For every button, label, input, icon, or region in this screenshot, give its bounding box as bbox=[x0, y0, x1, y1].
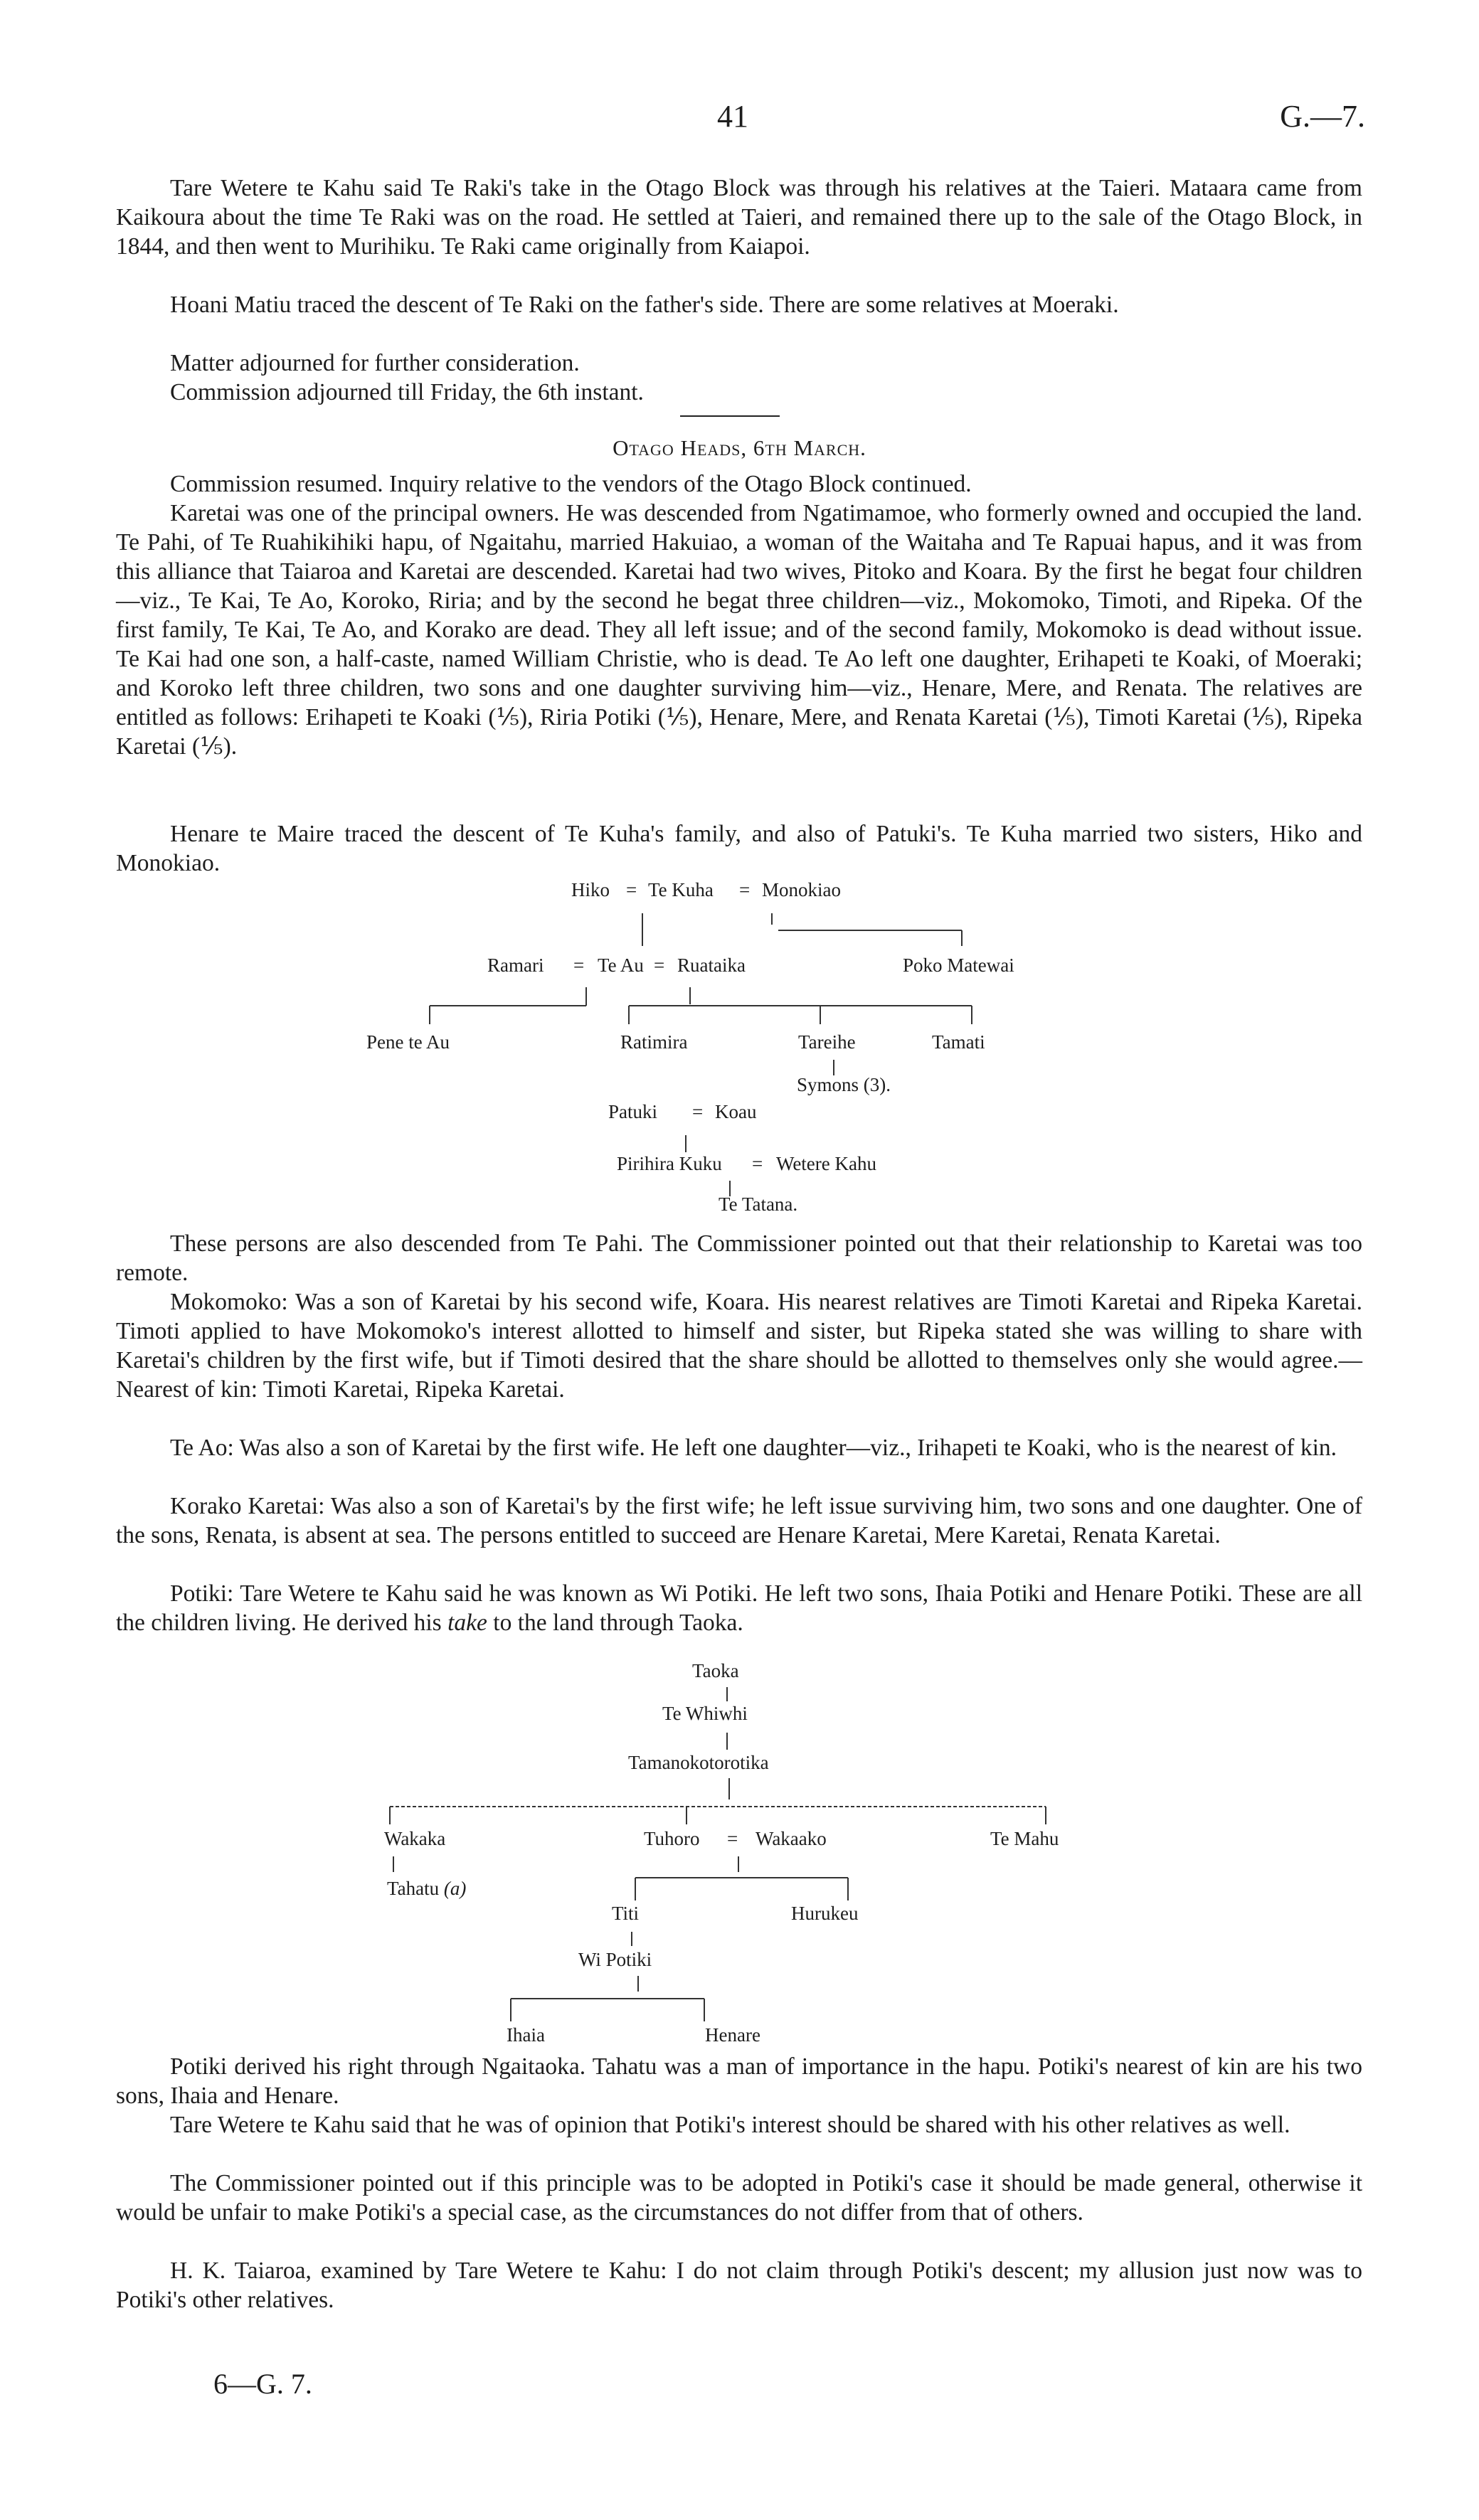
tree-node-henare: Henare bbox=[705, 2024, 760, 2046]
tree-node-tareihe: Tareihe bbox=[798, 1031, 856, 1053]
document-reference: G.—7. bbox=[1280, 99, 1365, 134]
tree-equals: = bbox=[626, 879, 637, 900]
footer-signature: 6—G. 7. bbox=[213, 2368, 312, 2400]
tree-node-ratimira: Ratimira bbox=[620, 1031, 688, 1053]
tree-node-ramari: Ramari bbox=[487, 955, 544, 976]
tree-node-te-au: Te Au bbox=[598, 955, 644, 976]
tree-node-poko-matewai: Poko Matewai bbox=[903, 955, 1014, 976]
tree-node-wakaako: Wakaako bbox=[756, 1828, 827, 1849]
tree-node-tamati: Tamati bbox=[932, 1031, 985, 1053]
tree-node-ihaia: Ihaia bbox=[507, 2024, 545, 2046]
tree-node-tamanokotorotika: Tamanokotorotika bbox=[628, 1752, 769, 1773]
tree-equals: = bbox=[654, 955, 665, 976]
tree-node-patuki: Patuki bbox=[608, 1101, 658, 1122]
tree-node-taoka: Taoka bbox=[692, 1660, 739, 1681]
tree-node-ruataika: Ruataika bbox=[677, 955, 746, 976]
paragraph-commissioner-principle: The Commissioner pointed out if this principle was to be adopted in Potiki's case it should be made general, otherwise it would be unfair to make Potiki's a special case, as the circumstances do not differ from that of others. bbox=[116, 2170, 1362, 2226]
tree-node-pirihira-kuku: Pirihira Kuku bbox=[617, 1153, 722, 1174]
tree-node-wi-potiki: Wi Potiki bbox=[578, 1949, 652, 1970]
tree-node-tuhoro: Tuhoro bbox=[644, 1828, 700, 1849]
page-number: 41 bbox=[717, 99, 748, 134]
paragraph-taiaroa-examined: H. K. Taiaroa, examined by Tare Wetere te Kahu: I do not claim through Potiki's descent; my allusion just now was to Potiki's other relatives. bbox=[116, 2258, 1362, 2313]
paragraph-henare-te-maire: Henare te Maire traced the descent of Te Kuha's family, and also of Patuki's. Te Kuha married two sisters, Hiko and Monokiao. bbox=[116, 821, 1362, 876]
tree-node-te-tatana: Te Tatana. bbox=[719, 1193, 798, 1215]
tree-node-wetere-kahu: Wetere Kahu bbox=[776, 1153, 876, 1174]
paragraph-karetai: Karetai was one of the principal owners. He was descended from Ngatimamoe, who formerly owned and occupied the land. Te Pahi, of Te Ruahikihiki hapu, of Ngaitahu, married Hakuiao, a woman of the Waitaha and Te Rapuai hapus, and it was from this alliance that Taiaroa and Karetai are descended. Karetai had two wives, Pitoko and Koara. By the first he begat four children—viz., Te Kai, Te Ao, Koroko, Riria; and by the second he begat three children—viz., Mokomoko, Timoti, and Ripeka. Of the first family, Te Kai, Te Ao, and Korako are dead. They all left issue; and of the second family, Mokomoko is dead without issue. Te Kai had one son, a half-caste, named William Christie, who is dead. Te Ao left one daughter, Erihapeti te Koaki, of Moeraki; and Koroko left three children, two sons and one daughter surviving him—viz., Henare, Mere, and Renata. The relatives are entitled as follows: Erihapeti te Koaki (⅕), Riria Potiki (⅕), Henare, Mere, and Renata Karetai (⅕), Timoti Karetai (⅕), Ripeka Karetai (⅕). bbox=[116, 500, 1362, 760]
paragraph-commission-resumed: Commission resumed. Inquiry relative to the vendors of the Otago Block continued. bbox=[170, 471, 972, 497]
tree-node-hurukeu: Hurukeu bbox=[791, 1903, 859, 1924]
paragraph-hoani-matiu: Hoani Matiu traced the descent of Te Raki on the father's side. There are some relatives at Moeraki. bbox=[170, 292, 1119, 318]
tree-node-wakaka: Wakaka bbox=[384, 1828, 446, 1849]
section-divider bbox=[680, 415, 780, 417]
paragraph-potiki: Potiki: Tare Wetere te Kahu said he was known as Wi Potiki. He left two sons, Ihaia Potiki and Henare Potiki. These are all the children living. He derived his take to the land through Taoka. bbox=[116, 1580, 1362, 1636]
tree-node-tahatu: Tahatu (a) bbox=[387, 1878, 467, 1899]
paragraph-te-raki-take: Tare Wetere te Kahu said Te Raki's take in the Otago Block was through his relatives at the Taieri. Mataara came from Kaikoura about the time Te Raki was on the road. He settled at Taieri, and remained there up to the sale of the Otago Block, in 1844, and then went to Murihiku. Te Raki came originally from Kaiapoi. bbox=[116, 175, 1362, 260]
paragraph-te-pahi-descent: These persons are also descended from Te Pahi. The Commissioner pointed out that their relationship to Karetai was too remote. bbox=[116, 1230, 1362, 1286]
tree-node-te-whiwhi: Te Whiwhi bbox=[662, 1703, 748, 1724]
tree-node-koau: Koau bbox=[715, 1101, 757, 1122]
tree-node-te-mahu: Te Mahu bbox=[990, 1828, 1059, 1849]
paragraph-matter-adjourned: Matter adjourned for further consideration. bbox=[170, 350, 580, 376]
paragraph-korako-karetai: Korako Karetai: Was also a son of Karetai's by the first wife; he left issue surviving him, two sons and one daughter. One of the sons, Renata, is absent at sea. The persons entitled to succeed are Henare Karetai, Mere Karetai, Renata Karetai. bbox=[116, 1493, 1362, 1548]
tree-node-symons: Symons (3). bbox=[797, 1074, 891, 1095]
tree-node-pene-te-au: Pene te Au bbox=[366, 1031, 450, 1053]
tree-equals: = bbox=[573, 955, 585, 976]
tree-node-hiko: Hiko bbox=[571, 879, 610, 900]
tree-node-te-kuha: Te Kuha bbox=[648, 879, 714, 900]
tree-equals: = bbox=[727, 1828, 738, 1849]
paragraph-mokomoko: Mokomoko: Was a son of Karetai by his second wife, Koara. His nearest relatives are Timoti Karetai and Ripeka Karetai. Timoti applied to have Mokomoko's interest allotted to himself and sister, but Ripeka stated she was willing to share with Karetai's children by the first wife, but if Timoti desired that the share should be allotted to themselves only she would agree.—Nearest of kin: Timoti Karetai, Ripeka Karetai. bbox=[116, 1289, 1362, 1403]
tree-node-titi: Titi bbox=[612, 1903, 640, 1924]
paragraph-te-ao: Te Ao: Was also a son of Karetai by the first wife. He left one daughter—viz., Irihapeti te Koaki, who is the nearest of kin. bbox=[170, 1435, 1337, 1461]
tree-node-monokiao: Monokiao bbox=[762, 879, 841, 900]
tahatu-note: (a) bbox=[443, 1878, 467, 1899]
paragraph-commission-adjourned: Commission adjourned till Friday, the 6th instant. bbox=[170, 379, 644, 405]
paragraph-ngaitaoka: Potiki derived his right through Ngaitaoka. Tahatu was a man of importance in the hapu. Potiki's nearest of kin are his two sons, Ihaia and Henare. bbox=[116, 2053, 1362, 2109]
tree-equals: = bbox=[752, 1153, 763, 1174]
tree-equals: = bbox=[692, 1101, 704, 1122]
italic-take: take bbox=[447, 1610, 487, 1636]
section-heading: Otago Heads, 6th March. bbox=[613, 435, 866, 460]
tree-equals: = bbox=[739, 879, 751, 900]
paragraph-tare-wetere-opinion: Tare Wetere te Kahu said that he was of opinion that Potiki's interest should be shared with his other relatives as well. bbox=[170, 2112, 1290, 2138]
